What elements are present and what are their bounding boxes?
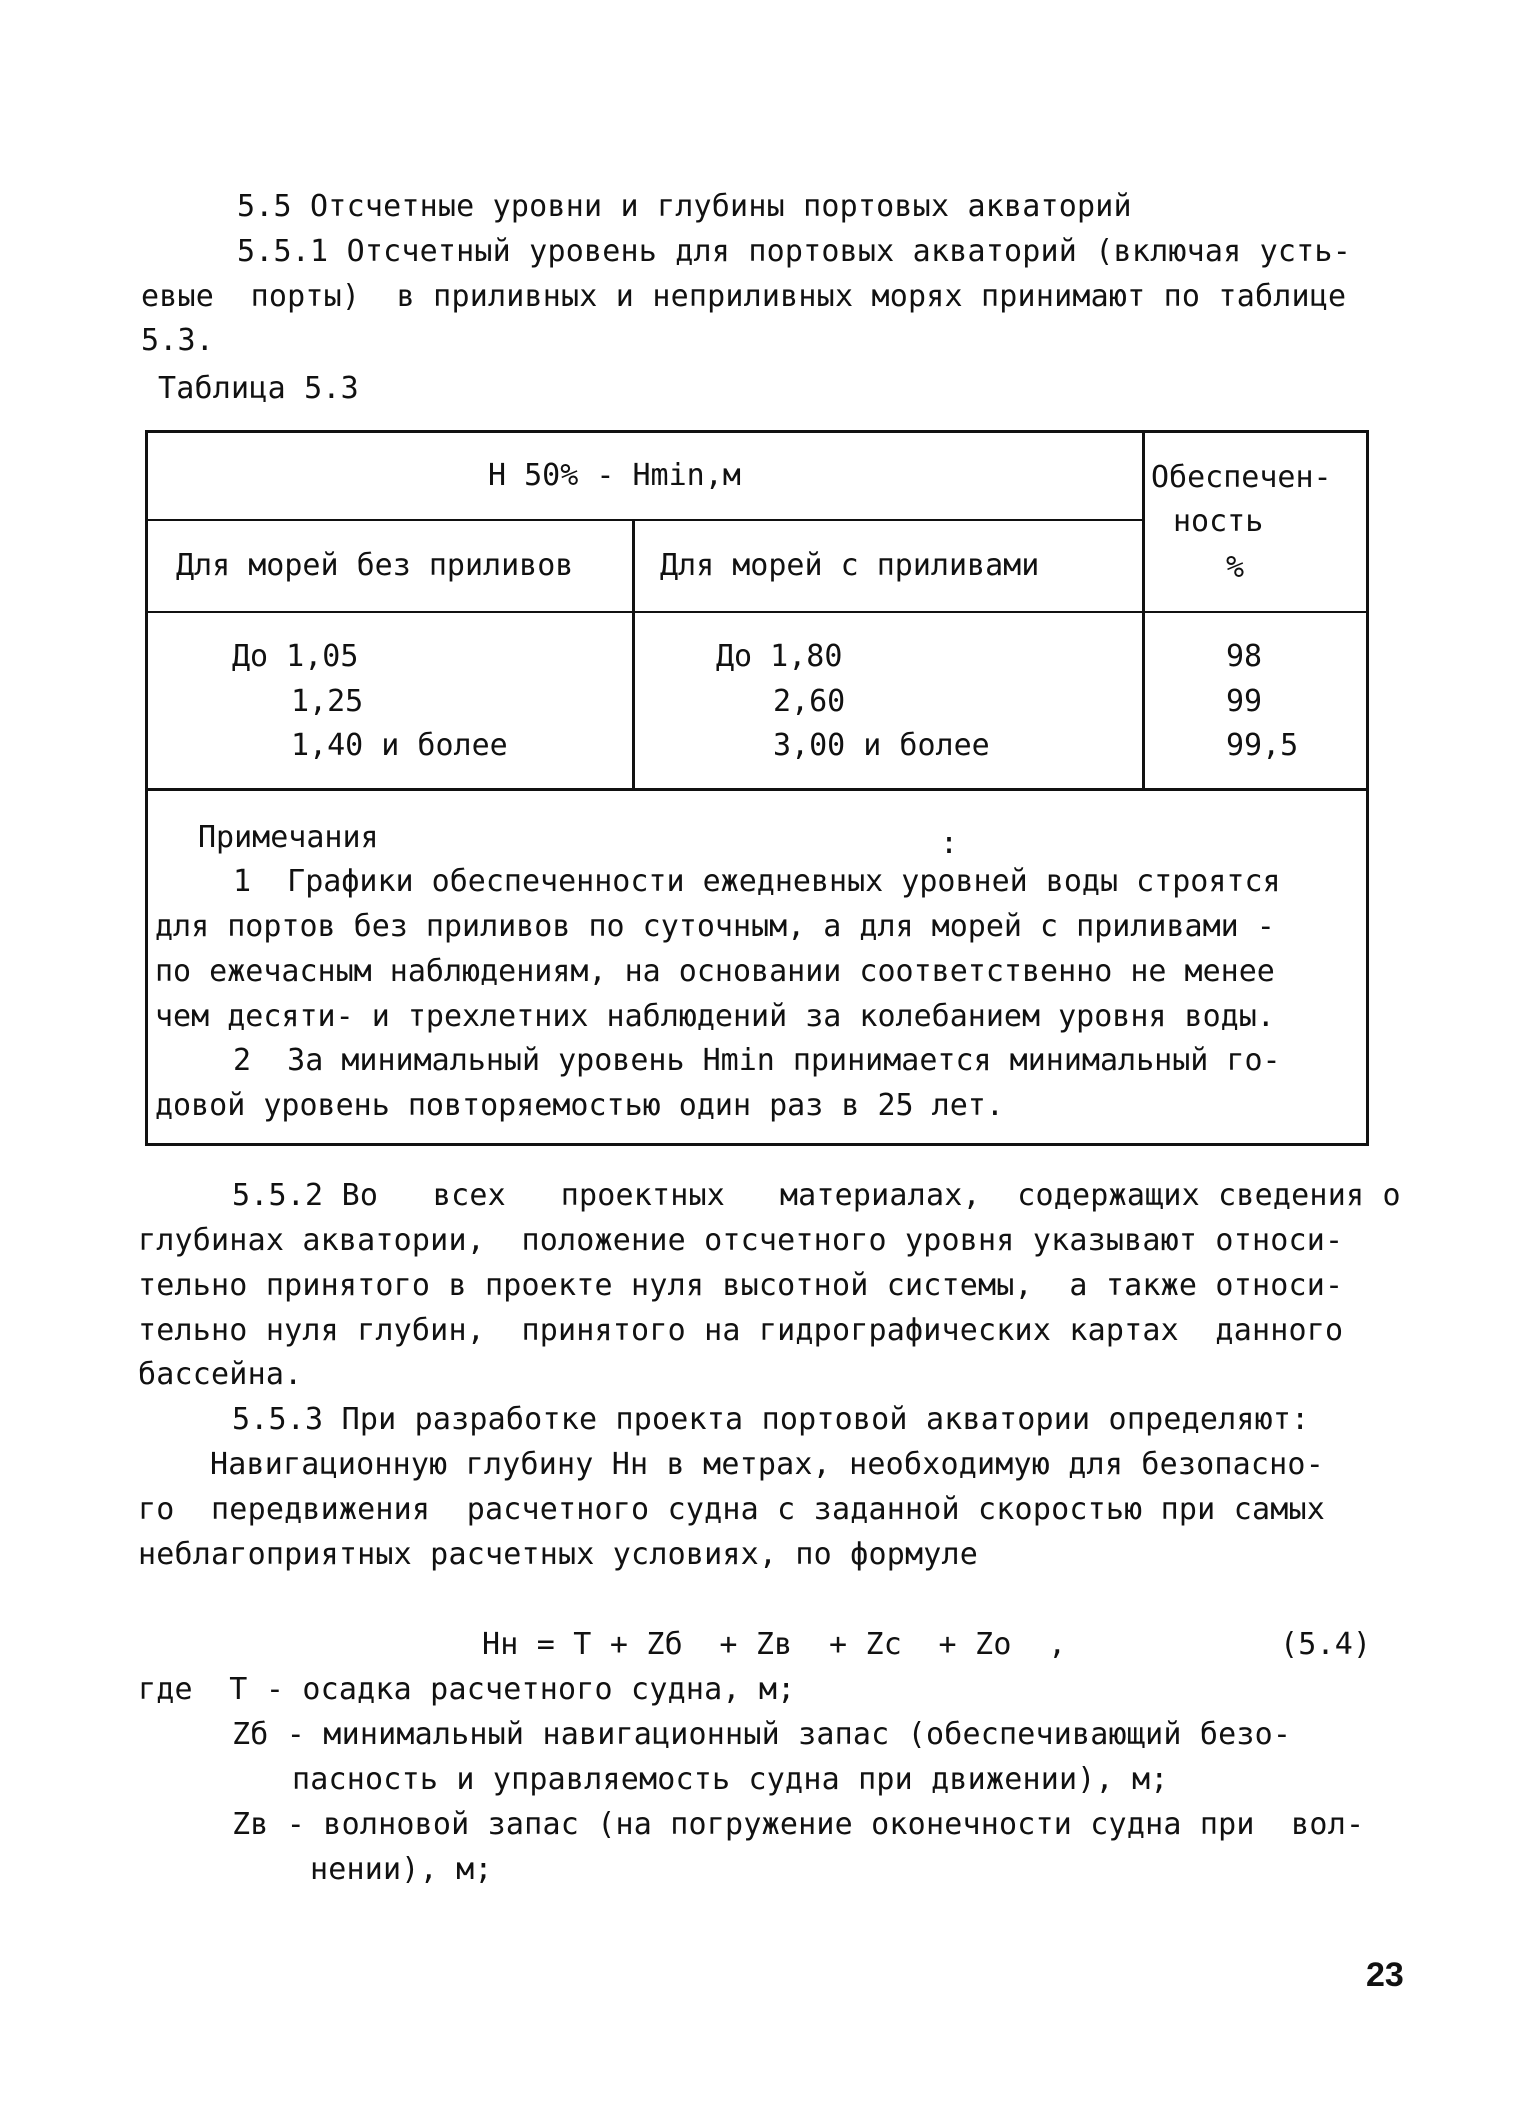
paragraph-5-5-3-line: Навигационную глубину Нн в метрах, необходимую для безопасно- [210,1447,1324,1482]
table-caption: Таблица 5.3 [158,371,359,406]
header-percent: % [1226,550,1245,585]
table-cell: 1,25 [291,684,364,719]
notes-title: Примечания [198,820,379,855]
formula-number: (5.4) [1280,1627,1372,1662]
where-line: Zб - минимальный навигационный запас (обеспечивающий безо- [232,1717,1292,1752]
header-obespechennost-line: ность [1173,504,1264,539]
paragraph-5-5-3-line: го передвижения расчетного судна с заданной скоростью при самых [138,1492,1325,1527]
table-cell: 3,00 и более [773,728,990,763]
paragraph-5-5-1-line: 5.3. [141,323,215,358]
where-line: Zв - волновой запас (на погружение оконечности судна при вол- [232,1807,1365,1842]
table-cell: 99 [1226,684,1263,719]
table-cell: 2,60 [773,684,846,719]
header-tides: Для морей с приливами [660,548,1040,583]
note-line: для портов без приливов по суточным, а для морей с приливами - [155,909,1275,944]
note-line: довой уровень повторяемостью один раз в 25 лет. [155,1088,1004,1123]
section-heading: 5.5 Отсчетные уровни и глубины портовых акваторий [237,189,1132,224]
table-5-3 [145,430,1369,1146]
paragraph-5-5-2-line: глубинах акватории, положение отсчетного уровня указывают относи- [138,1223,1344,1258]
formula: Нн = Т + Zб + Zв + Zс + Zо , [482,1627,1067,1662]
notes-colon: : [940,826,959,861]
paragraph-5-5-2-line: тельно принятого в проекте нуля высотной системы, а также относи- [138,1268,1344,1303]
where-line: нении), м; [310,1852,493,1887]
paragraph-5-5-3-line: неблагоприятных расчетных условиях, по формуле [138,1537,979,1572]
paragraph-5-5-2-line: 5.5.2 Во всех проектных материалах, содержащих сведения о [232,1178,1401,1213]
note-line: чем десяти- и трехлетних наблюдений за колебанием уровня воды. [155,999,1275,1034]
where-line: где Т - осадка расчетного судна, м; [138,1672,796,1707]
header-obespechennost-line: Обеспечен- [1151,460,1332,495]
paragraph-5-5-2-line: бассейна. [138,1357,303,1392]
note-line: 1 Графики обеспеченности ежедневных уровней воды строятся [233,864,1281,899]
paragraph-5-5-1-line: евые порты) в приливных и неприливных морях принимают по таблице [141,279,1347,314]
page-number: 23 [1366,1956,1404,1994]
note-line: 2 За минимальный уровень Hmin принимается минимальный го- [233,1043,1281,1078]
paragraph-5-5-1-line: 5.5.1 Отсчетный уровень для портовых акваторий (включая усть- [237,234,1351,269]
table-cell: 99,5 [1226,728,1299,763]
where-line: пасность и управляемость судна при движении), м; [292,1762,1169,1797]
table-cell: 1,40 и более [291,728,508,763]
header-h50-hmin: Н 50% - Hmin,м [488,458,741,493]
note-line: по ежечасным наблюдениям, на основании соответственно не менее [155,954,1275,989]
header-no-tides: Для морей без приливов [176,548,574,583]
table-cell: До 1,80 [716,639,843,674]
paragraph-5-5-3-line: 5.5.3 При разработке проекта портовой акватории определяют: [232,1402,1310,1437]
paragraph-5-5-2-line: тельно нуля глубин, принятого на гидрографических картах данного [138,1313,1344,1348]
table-cell: 98 [1226,639,1263,674]
table-cell: До 1,05 [232,639,359,674]
